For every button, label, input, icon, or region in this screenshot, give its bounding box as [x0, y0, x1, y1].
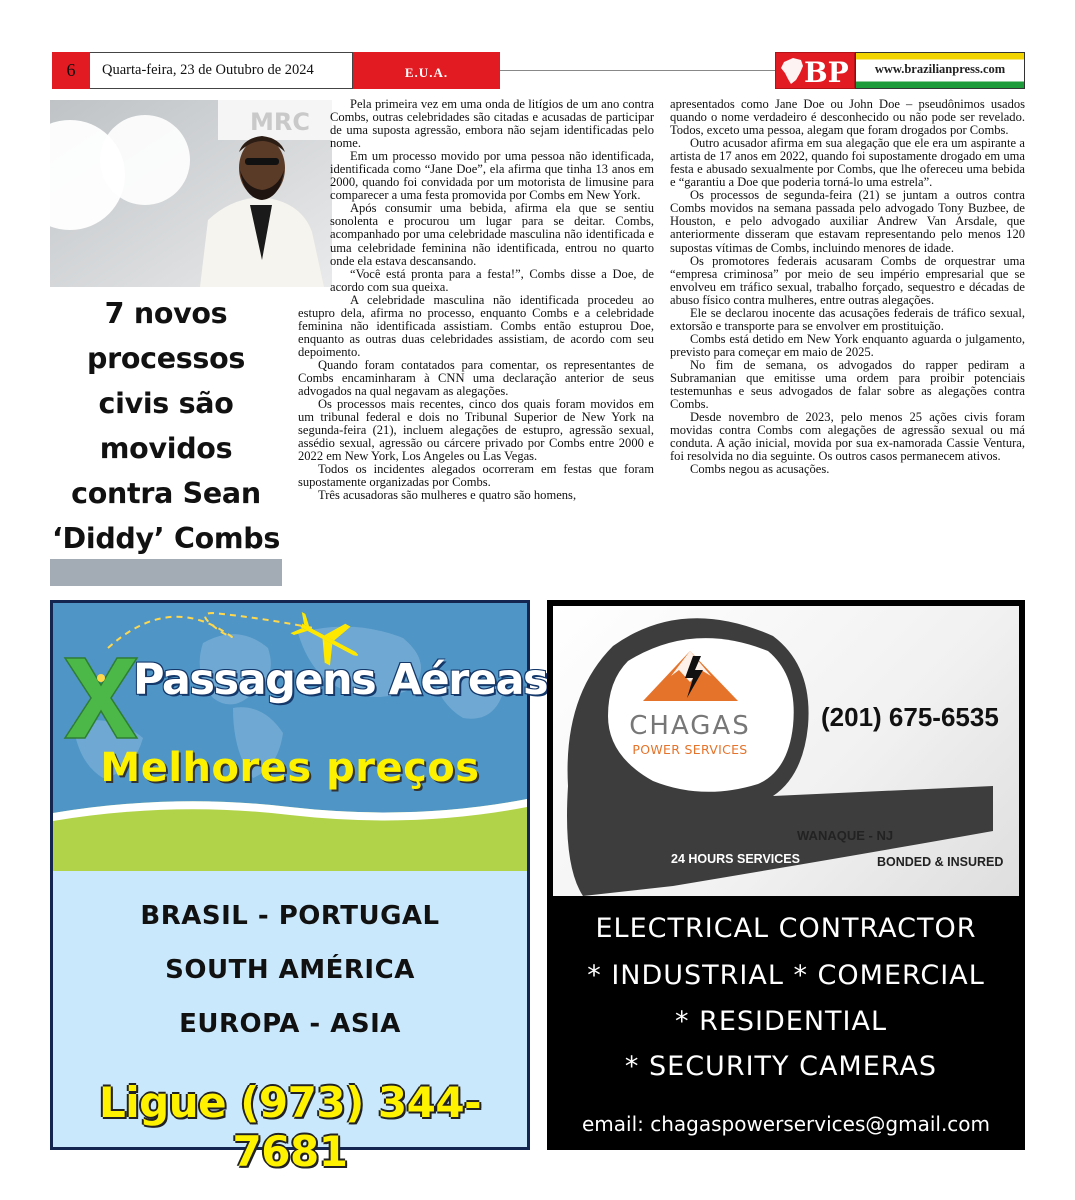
article-paragraph: Todos os incidentes alegados ocorreram em festas que foram supostamente organizadas por Combs.: [298, 462, 654, 490]
article-paragraph: Após consumir uma bebida, afirma ela que se sentiu sonolenta e procurou um lugar para se deitar. Combs, acompanhado por uma celebridade masculina não identificada e uma celebridade feminina não identificada, entrou no quarto onde ela estava descansando.: [330, 201, 654, 268]
website-banner[interactable]: [855, 52, 1025, 89]
headline: 7 novos processos civis são movidos contra Sean ‘Diddy’ Combs: [51, 296, 281, 555]
travel-ad-wave: [53, 793, 527, 873]
article-paragraph: Outro acusador afirma em sua alegação que ele era um aspirante a artista de 17 anos em 2022, quando foi supostamente drogado em uma festa e abusado sexualmente por Combs, que lhe ofereceu uma bebida e “garantiu a Doe que poderia torná-lo uma estrela”.: [670, 136, 1025, 190]
page-number: 6: [52, 52, 90, 89]
article-paragraph: Os promotores federais acusaram Combs de orquestrar uma “empresa criminosa” por meio de seu império empresarial que se envolveu em tráfico sexual, trabalho forçado, sequestro e décadas de abuso físico contra mulheres, entre outras alegações.: [670, 253, 1025, 307]
travel-ad[interactable]: [50, 600, 548, 1176]
bonded-insured: BONDED & INSURED: [877, 855, 1004, 869]
article-paragraph: Os processos mais recentes, cinco dos quais foram movidos em um tribunal federal e dois no Tribunal Superior de New York na segunda-feira (21), incluem alegações de estupro, agressão sexual, assédio sexual, agressão ou cárcere privado por Combs entre 2000 e 2022 em New York, Los Angeles ou Las Vegas.: [298, 397, 654, 464]
photo-backdrop-text: MRC: [250, 108, 310, 136]
service-line: ELECTRICAL CONTRACTOR: [595, 913, 977, 944]
article-paragraph: Pela primeira vez em uma onda de litígios de um ano contra Combs, outras celebridades são citadas e acusadas de participar de uma suposta agressão, embora não sejam identificadas pelo nome.: [330, 97, 654, 151]
company-subtitle: POWER SERVICES: [632, 742, 748, 757]
company-name: CHAGAS: [629, 711, 751, 741]
article-paragraph: No fim de semana, os advogados do rapper pediram a Subramanian que emitisse uma ordem para proibir potenciais testemunhas e seus advogados de falar sobre as alegações contra Combs.: [670, 357, 1025, 412]
issue-date: Quarta-feira, 23 de Outubro de 2024: [90, 52, 353, 89]
service-line: * SECURITY CAMERAS: [624, 1051, 938, 1082]
brazil-map-icon: [781, 58, 803, 84]
travel-ad-title: Passagens Aéreas: [133, 655, 548, 705]
article-column-1: [298, 98, 654, 502]
electrical-ad[interactable]: [547, 600, 1025, 1150]
article-paragraph: Em um processo movido por uma pessoa não identificada, identificada como “Jane Doe”, ela afirma que tinha 13 anos em 2000, quando foi convidada por um motorista de limusine para comparecer a uma festa promovida por Combs em New York.: [330, 149, 654, 203]
article-paragraph: Três acusadoras são mulheres e quatro são homens,: [318, 488, 577, 503]
logo-letters: BP: [804, 56, 849, 89]
service-hours: 24 HOURS SERVICES: [671, 852, 800, 866]
company-location: WANAQUE - NJ: [797, 828, 894, 843]
headline-footer-bar: [50, 559, 282, 586]
service-line: * INDUSTRIAL * COMERCIAL: [587, 960, 985, 991]
article-paragraph: Desde novembro de 2023, pelo menos 25 ações civis foram movidas contra Combs com alegações de agressão sexual ou má conduta. A ação inicial, movida por sua ex-namorada Cassie Ventura, foi resolvida no dia seguinte. Os outros casos permanecem ativos.: [670, 410, 1025, 464]
service-line: * RESIDENTIAL: [674, 1006, 888, 1037]
travel-destination: BRASIL - PORTUGAL: [140, 901, 440, 931]
travel-ad-phone[interactable]: Ligue (973) 344-7681: [98, 1078, 482, 1176]
article-paragraph: Os processos de segunda-feira (21) se juntam a outros contra Combs movidos na semana passada pelo advogado Tony Buzbee, de Houston, e pelo advogado auxiliar Andrew Van Arsdale, que anteriormente disseram que estavam representando pelo menos 120 supostas vítimas de Combs, incluindo menores de idade.: [670, 188, 1025, 255]
travel-destination: SOUTH AMÉRICA: [165, 955, 415, 985]
electrical-ad-phone[interactable]: (201) 675-6535: [821, 702, 999, 732]
headline-box: [50, 292, 282, 559]
article-paragraph: “Você está pronta para a festa!”, Combs disse a Doe, de acordo com sua queixa.: [330, 266, 654, 294]
travel-destination: EUROPA - ASIA: [179, 1009, 401, 1039]
website-url[interactable]: www.brazilianpress.com: [874, 62, 1006, 76]
brazilian-press-logo[interactable]: [775, 52, 855, 89]
electrical-ad-email[interactable]: email: chagaspowerservices@gmail.com: [581, 1112, 991, 1136]
business-card: [553, 606, 1019, 896]
article-paragraph: apresentados como Jane Doe ou John Doe – pseudônimos usados quando o nome verdadeiro é desconhecido ou não pode ser revelado. Todos, exceto uma pessoa, alegam que foram drogados por Combs.: [670, 97, 1025, 138]
section-label: E.U.A.: [353, 52, 500, 89]
article-paragraph: A celebridade masculina não identificada procedeu ao estupro dela, afirma no processo, enquanto Combs e a celebridade feminina não identificada assistiam. Combs então estuprou Doe, enquanto as outras duas celebridades assistiam, de acordo com seu depoimento.: [298, 292, 654, 359]
article-paragraph: Combs está detido em New York enquanto aguarda o julgamento, previsto para começar em maio de 2025.: [670, 331, 1025, 359]
article-paragraph: Ele se declarou inocente das acusações federais de tráfico sexual, extorsão e transporte para se envolver em prostituição.: [670, 305, 1025, 333]
travel-ad-subtitle: Melhores preços: [100, 745, 480, 791]
article-paragraph: Quando foram contatados para comentar, os representantes de Combs encaminharam à CNN uma declaração anterior de seus advogados na qual negavam as alegações.: [298, 357, 654, 399]
article-paragraph: Combs negou as acusações.: [690, 462, 830, 477]
article-column-2: [670, 98, 1025, 476]
